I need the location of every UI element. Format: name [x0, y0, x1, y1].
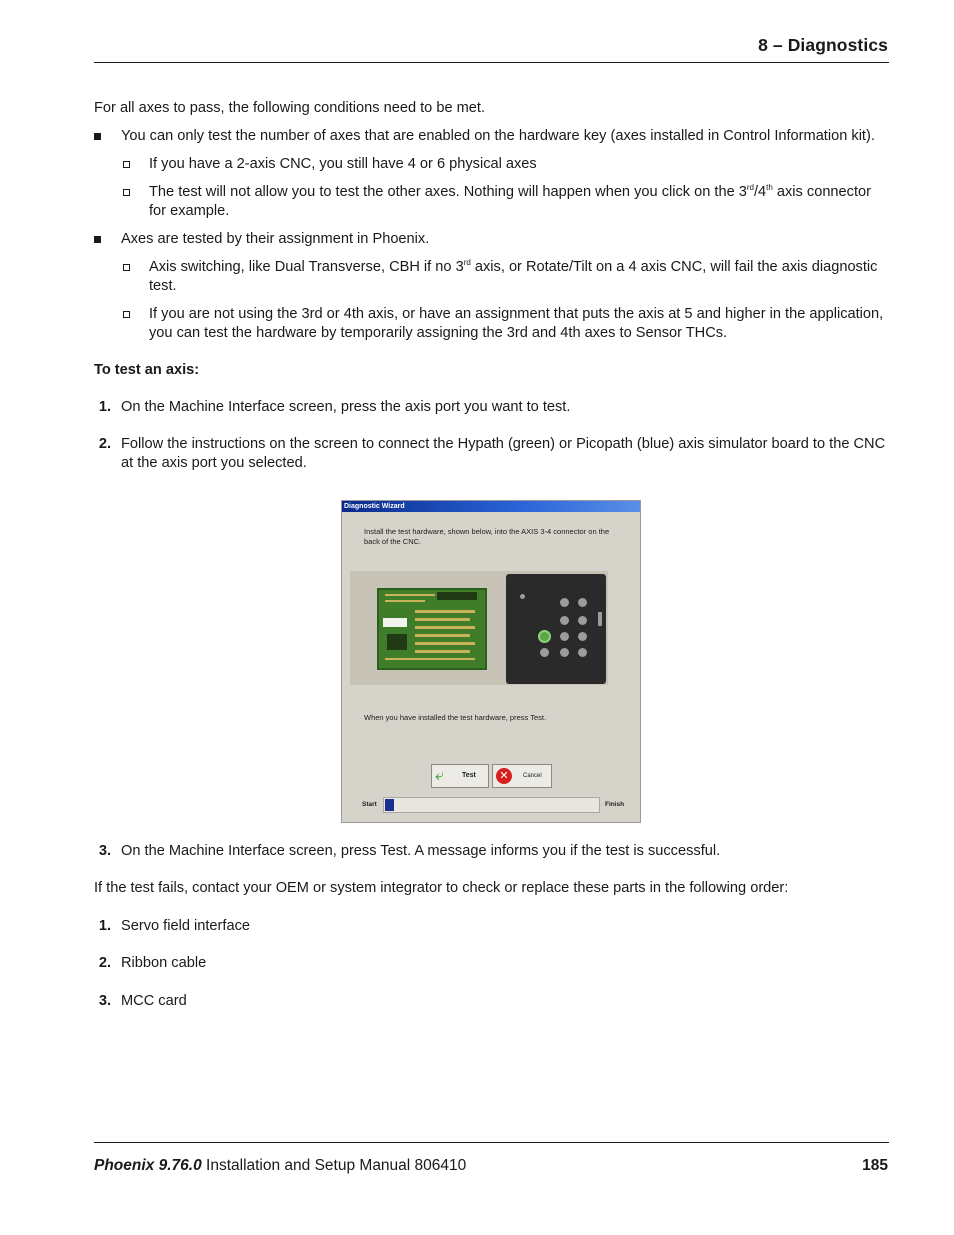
part-number: 1. [98, 918, 111, 934]
intro-paragraph: For all axes to pass, the following conditions need to be met. [94, 100, 486, 116]
progress-start-label: Start [362, 801, 377, 808]
bullet-square-icon [94, 133, 101, 140]
part-1-text: Servo field interface [121, 918, 250, 934]
bullet-2-sub-2: If you are not using the 3rd or 4th axis, or have an assignment that puts the axis at 5 and higher in the application, you can test the hardware by temporarily assigning the 3rd and 4th axes to Sensor THCs. [149, 306, 884, 341]
step-3-text: On the Machine Interface screen, press Test. A message informs you if the test is successful. [121, 843, 721, 859]
part-3-text: MCC card [121, 993, 187, 1009]
step-1-text: On the Machine Interface screen, press the axis port you want to test. [121, 399, 571, 415]
footer-rule [94, 1142, 889, 1143]
header-rule [94, 62, 889, 63]
progress-bar [383, 797, 600, 813]
wizard-instruction: Install the test hardware, shown below, into the AXIS 3-4 connector on the back of the CNC. [364, 527, 610, 546]
progress-finish-label: Finish [605, 801, 625, 808]
wizard-prompt: When you have installed the test hardware, press Test. [364, 713, 547, 722]
part-number: 2. [98, 955, 111, 971]
simulator-board-image [377, 588, 487, 670]
step-number: 1. [98, 399, 111, 415]
bullet-2-text: Axes are tested by their assignment in Phoenix. [121, 231, 430, 247]
checkbox-bullet-icon [123, 189, 130, 196]
wizard-title-bar: Diagnostic Wizard [342, 501, 640, 512]
cnc-connector-panel-image [506, 574, 606, 684]
manual-title: Installation and Setup Manual 806410 [206, 1157, 467, 1174]
checkbox-bullet-icon [123, 161, 130, 168]
close-icon: ✕ [496, 768, 512, 784]
test-hardware-photo [350, 571, 608, 685]
fail-paragraph: If the test fails, contact your OEM or system integrator to check or replace these parts in the following order: [94, 880, 789, 896]
test-button[interactable]: ⤶ Test [431, 764, 489, 788]
product-name: Phoenix 9.76.0 [94, 1157, 202, 1174]
chapter-title: 8 – Diagnostics [758, 35, 888, 55]
bullet-1-sub-2: The test will not allow you to test the other axes. Nothing will happen when you click on the 3rd/4th axis connector for example. [149, 183, 871, 219]
checkbox-bullet-icon [123, 311, 130, 318]
diagnostic-wizard-screenshot [341, 500, 641, 823]
part-number: 3. [98, 993, 111, 1009]
bullet-square-icon [94, 236, 101, 243]
cancel-button[interactable]: ✕ Cancel [492, 764, 552, 788]
bullet-1-sub-1: If you have a 2-axis CNC, you still have 4 or 6 physical axes [149, 156, 537, 172]
bullet-1-text: You can only test the number of axes that are enabled on the hardware key (axes installed in Control Information kit). [121, 128, 875, 144]
green-arrow-icon: ⤶ [435, 767, 444, 784]
bullet-2-sub-1: Axis switching, like Dual Transverse, CBH if no 3rd axis, or Rotate/Tilt on a 4 axis CNC, will fail the axis diagnostic test. [149, 258, 878, 294]
checkbox-bullet-icon [123, 264, 130, 271]
step-number: 2. [98, 436, 111, 452]
progress-bar-fill [385, 799, 394, 811]
footer-title [94, 1156, 466, 1175]
step-2-text: Follow the instructions on the screen to connect the Hypath (green) or Picopath (blue) axis simulator board to the CNC at the axis port you selected. [121, 436, 886, 471]
part-2-text: Ribbon cable [121, 955, 207, 971]
page-number: 185 [862, 1157, 888, 1174]
step-number: 3. [98, 843, 111, 859]
procedure-heading: To test an axis: [94, 362, 200, 378]
